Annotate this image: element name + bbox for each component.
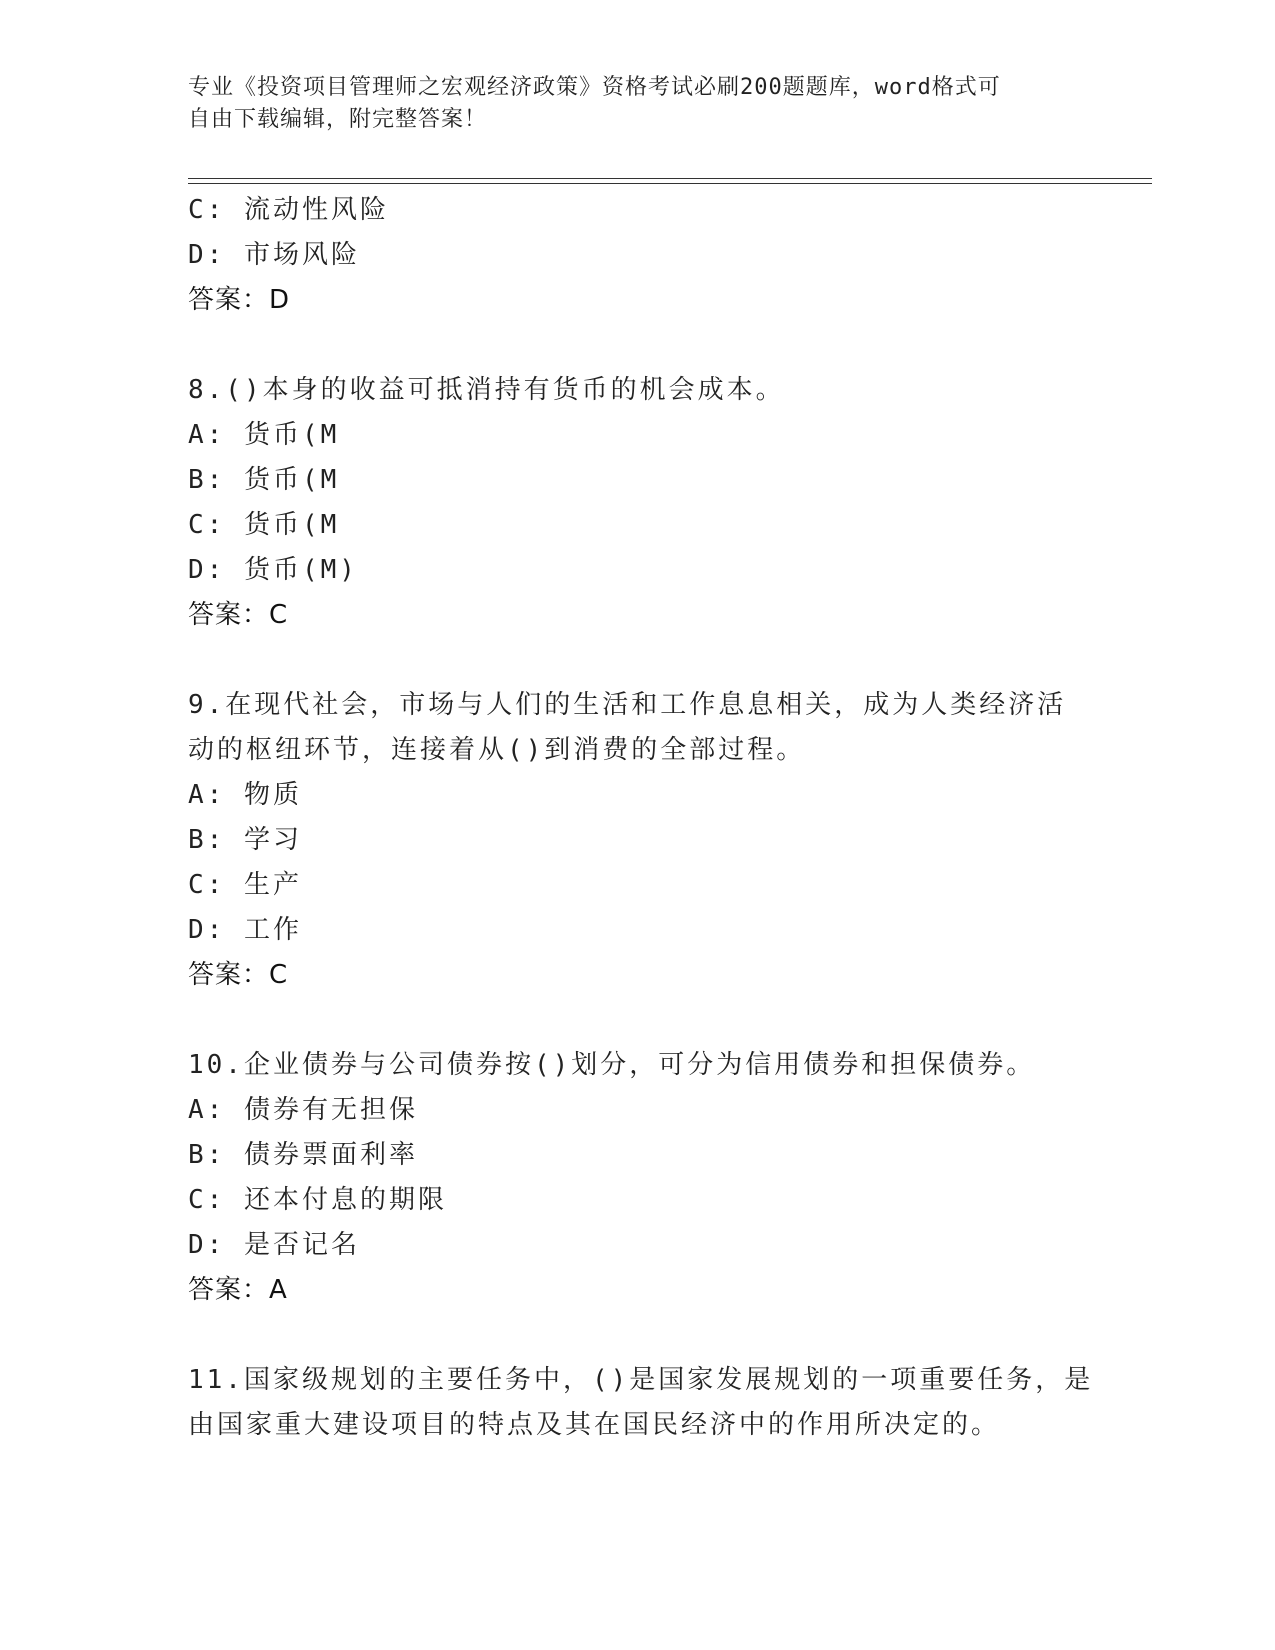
header-divider-bottom xyxy=(188,183,1152,184)
header-line-2: 自由下载编辑，附完整答案！ xyxy=(188,107,488,132)
q9-option-b: B: 学习 xyxy=(188,825,302,855)
q11-question-line-2: 由国家重大建设项目的特点及其在国民经济中的作用所决定的。 xyxy=(188,1410,1001,1440)
q9-question-line-1: 9.在现代社会，市场与人们的生活和工作息息相关，成为人类经济活 xyxy=(188,690,1067,720)
q8-option-a: A: 货币(M xyxy=(188,420,340,450)
q7-answer: 答案：D xyxy=(188,285,291,315)
document-header xyxy=(188,72,1068,136)
q8-option-c: C: 货币(M xyxy=(188,510,340,540)
q10-option-a: A: 债券有无担保 xyxy=(188,1095,418,1125)
q9-option-c: C: 生产 xyxy=(188,870,302,900)
q10-question: 10.企业债券与公司债券按()划分，可分为信用债券和担保债券。 xyxy=(188,1050,1036,1080)
q8-question: 8.()本身的收益可抵消持有货币的机会成本。 xyxy=(188,375,785,405)
q10-answer: 答案：A xyxy=(188,1275,288,1305)
q7-option-c: C: 流动性风险 xyxy=(188,195,389,225)
q10-option-b: B: 债券票面利率 xyxy=(188,1140,418,1170)
q9-option-a: A: 物质 xyxy=(188,780,302,810)
q8-option-b: B: 货币(M xyxy=(188,465,340,495)
q7-option-d: D: 市场风险 xyxy=(188,240,360,270)
q9-answer: 答案：C xyxy=(188,960,289,990)
q11-question-line-1: 11.国家级规划的主要任务中，()是国家发展规划的一项重要任务，是 xyxy=(188,1365,1094,1395)
q8-option-d: D: 货币(M) xyxy=(188,555,358,585)
header-line-1: 专业《投资项目管理师之宏观经济政策》资格考试必刷200题题库，word格式可 xyxy=(188,75,1001,100)
q9-option-d: D: 工作 xyxy=(188,915,302,945)
q9-question-line-2: 动的枢纽环节，连接着从()到消费的全部过程。 xyxy=(188,735,806,765)
q10-option-c: C: 还本付息的期限 xyxy=(188,1185,447,1215)
header-divider-top xyxy=(188,178,1152,179)
q10-option-d: D: 是否记名 xyxy=(188,1230,360,1260)
q8-answer: 答案：C xyxy=(188,600,289,630)
